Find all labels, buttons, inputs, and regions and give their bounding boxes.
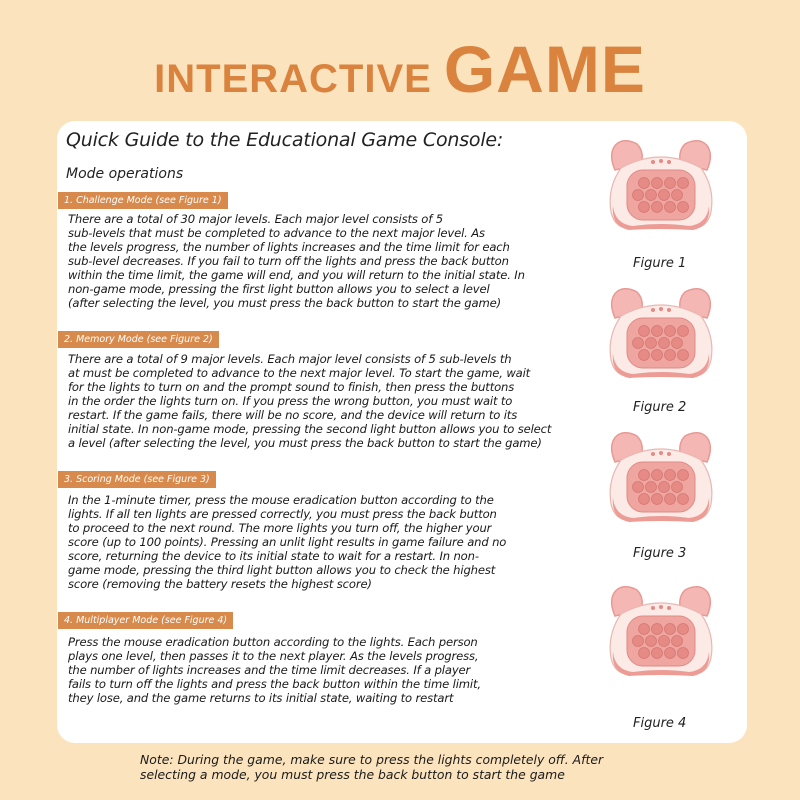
game-console-figure-2 — [603, 276, 719, 392]
text-line: There are a total of 30 major levels. Each major level consists of 5 — [68, 212, 443, 226]
console-illustration — [610, 587, 712, 676]
game-console-figure-4 — [603, 574, 719, 690]
mode-text-challenge — [68, 212, 628, 310]
text-line: non-game mode, pressing the first light button allows you to select a level — [68, 282, 490, 296]
console-illustration — [610, 141, 712, 230]
text-line: There are a total of 9 major levels. Each major level consists of 5 sub-levels th — [68, 352, 512, 366]
text-line: for the lights to turn on and the prompt sound to finish, then press the buttons — [68, 380, 515, 394]
guide-heading: Quick Guide to the Educational Game Console: — [66, 129, 504, 151]
footer-note — [140, 752, 660, 782]
text-line: the number of lights increases and the time limit decreases. If a player — [68, 663, 471, 677]
text-line: in the order the lights turn on. If you press the wrong button, you must wait to — [68, 394, 513, 408]
mode-label-challenge: 1. Challenge Mode (see Figure 1) — [58, 192, 228, 209]
note-line-2: selecting a mode, you must press the back button to start the game — [140, 767, 565, 782]
mode-text-scoring — [68, 493, 628, 591]
text-line: In the 1-minute timer, press the mouse eradication button according to the — [68, 493, 494, 507]
console-illustration — [610, 289, 712, 378]
text-line: plays one level, then passes it to the next player. As the levels progress, — [68, 649, 479, 663]
text-line: they lose, and the game returns to its initial state, waiting to restart — [68, 691, 454, 705]
text-line: at must be completed to advance to the next major level. To start the game, wait — [68, 366, 531, 380]
text-line: score (up to 100 points). Pressing an unlit light results in game failure and no — [68, 535, 507, 549]
page-title — [0, 22, 800, 106]
text-line: Press the mouse eradication button according to the lights. Each person — [68, 635, 478, 649]
mode-label-memory: 2. Memory Mode (see Figure 2) — [58, 331, 219, 348]
text-line: initial state. In non-game mode, pressing the second light button allows you to select — [68, 422, 552, 436]
text-line: to proceed to the next round. The more lights you turn off, the higher your — [68, 521, 492, 535]
text-line: score, returning the device to its initial state to wait for a restart. In non- — [68, 549, 479, 563]
console-illustration — [610, 433, 712, 522]
text-line: sub-levels that must be completed to advance to the next major level. As — [68, 226, 485, 240]
game-console-figure-1 — [603, 128, 719, 244]
figure-1-label: Figure 1 — [633, 256, 687, 271]
text-line: score (removing the battery resets the highest score) — [68, 577, 372, 591]
figure-3-label: Figure 3 — [633, 546, 687, 561]
text-line: (after selecting the level, you must press the back button to start the game) — [68, 296, 501, 310]
text-line: restart. If the game fails, there will be no score, and the device will return to its — [68, 408, 518, 422]
text-line: sub-level decreases. If you fail to turn off the lights and press the back button — [68, 254, 509, 268]
text-line: fails to turn off the lights and press the back button within the time limit, — [68, 677, 481, 691]
figure-4-label: Figure 4 — [633, 716, 687, 731]
mode-label-multiplayer: 4. Multiplayer Mode (see Figure 4) — [58, 612, 233, 629]
guide-subheading: Mode operations — [66, 166, 184, 182]
mode-text-multiplayer — [68, 635, 628, 705]
text-line: the levels progress, the number of lights increases and the time limit for each — [68, 240, 510, 254]
text-line: lights. If all ten lights are pressed correctly, you must press the back button — [68, 507, 497, 521]
note-line-1: Note: During the game, make sure to press the lights completely off. After — [140, 752, 604, 767]
mode-label-scoring: 3. Scoring Mode (see Figure 3) — [58, 471, 216, 488]
mode-text-memory — [68, 352, 628, 450]
title-part-1: INTERACTIVE — [154, 57, 432, 101]
text-line: a level (after selecting the level, you must press the back button to start the game) — [68, 436, 542, 450]
text-line: game mode, pressing the third light button allows you to check the highest — [68, 563, 496, 577]
figure-2-label: Figure 2 — [633, 400, 687, 415]
title-part-2: GAME — [443, 32, 646, 106]
text-line: within the time limit, the game will end, and you will return to the initial state. In — [68, 268, 525, 282]
game-console-figure-3 — [603, 420, 719, 536]
